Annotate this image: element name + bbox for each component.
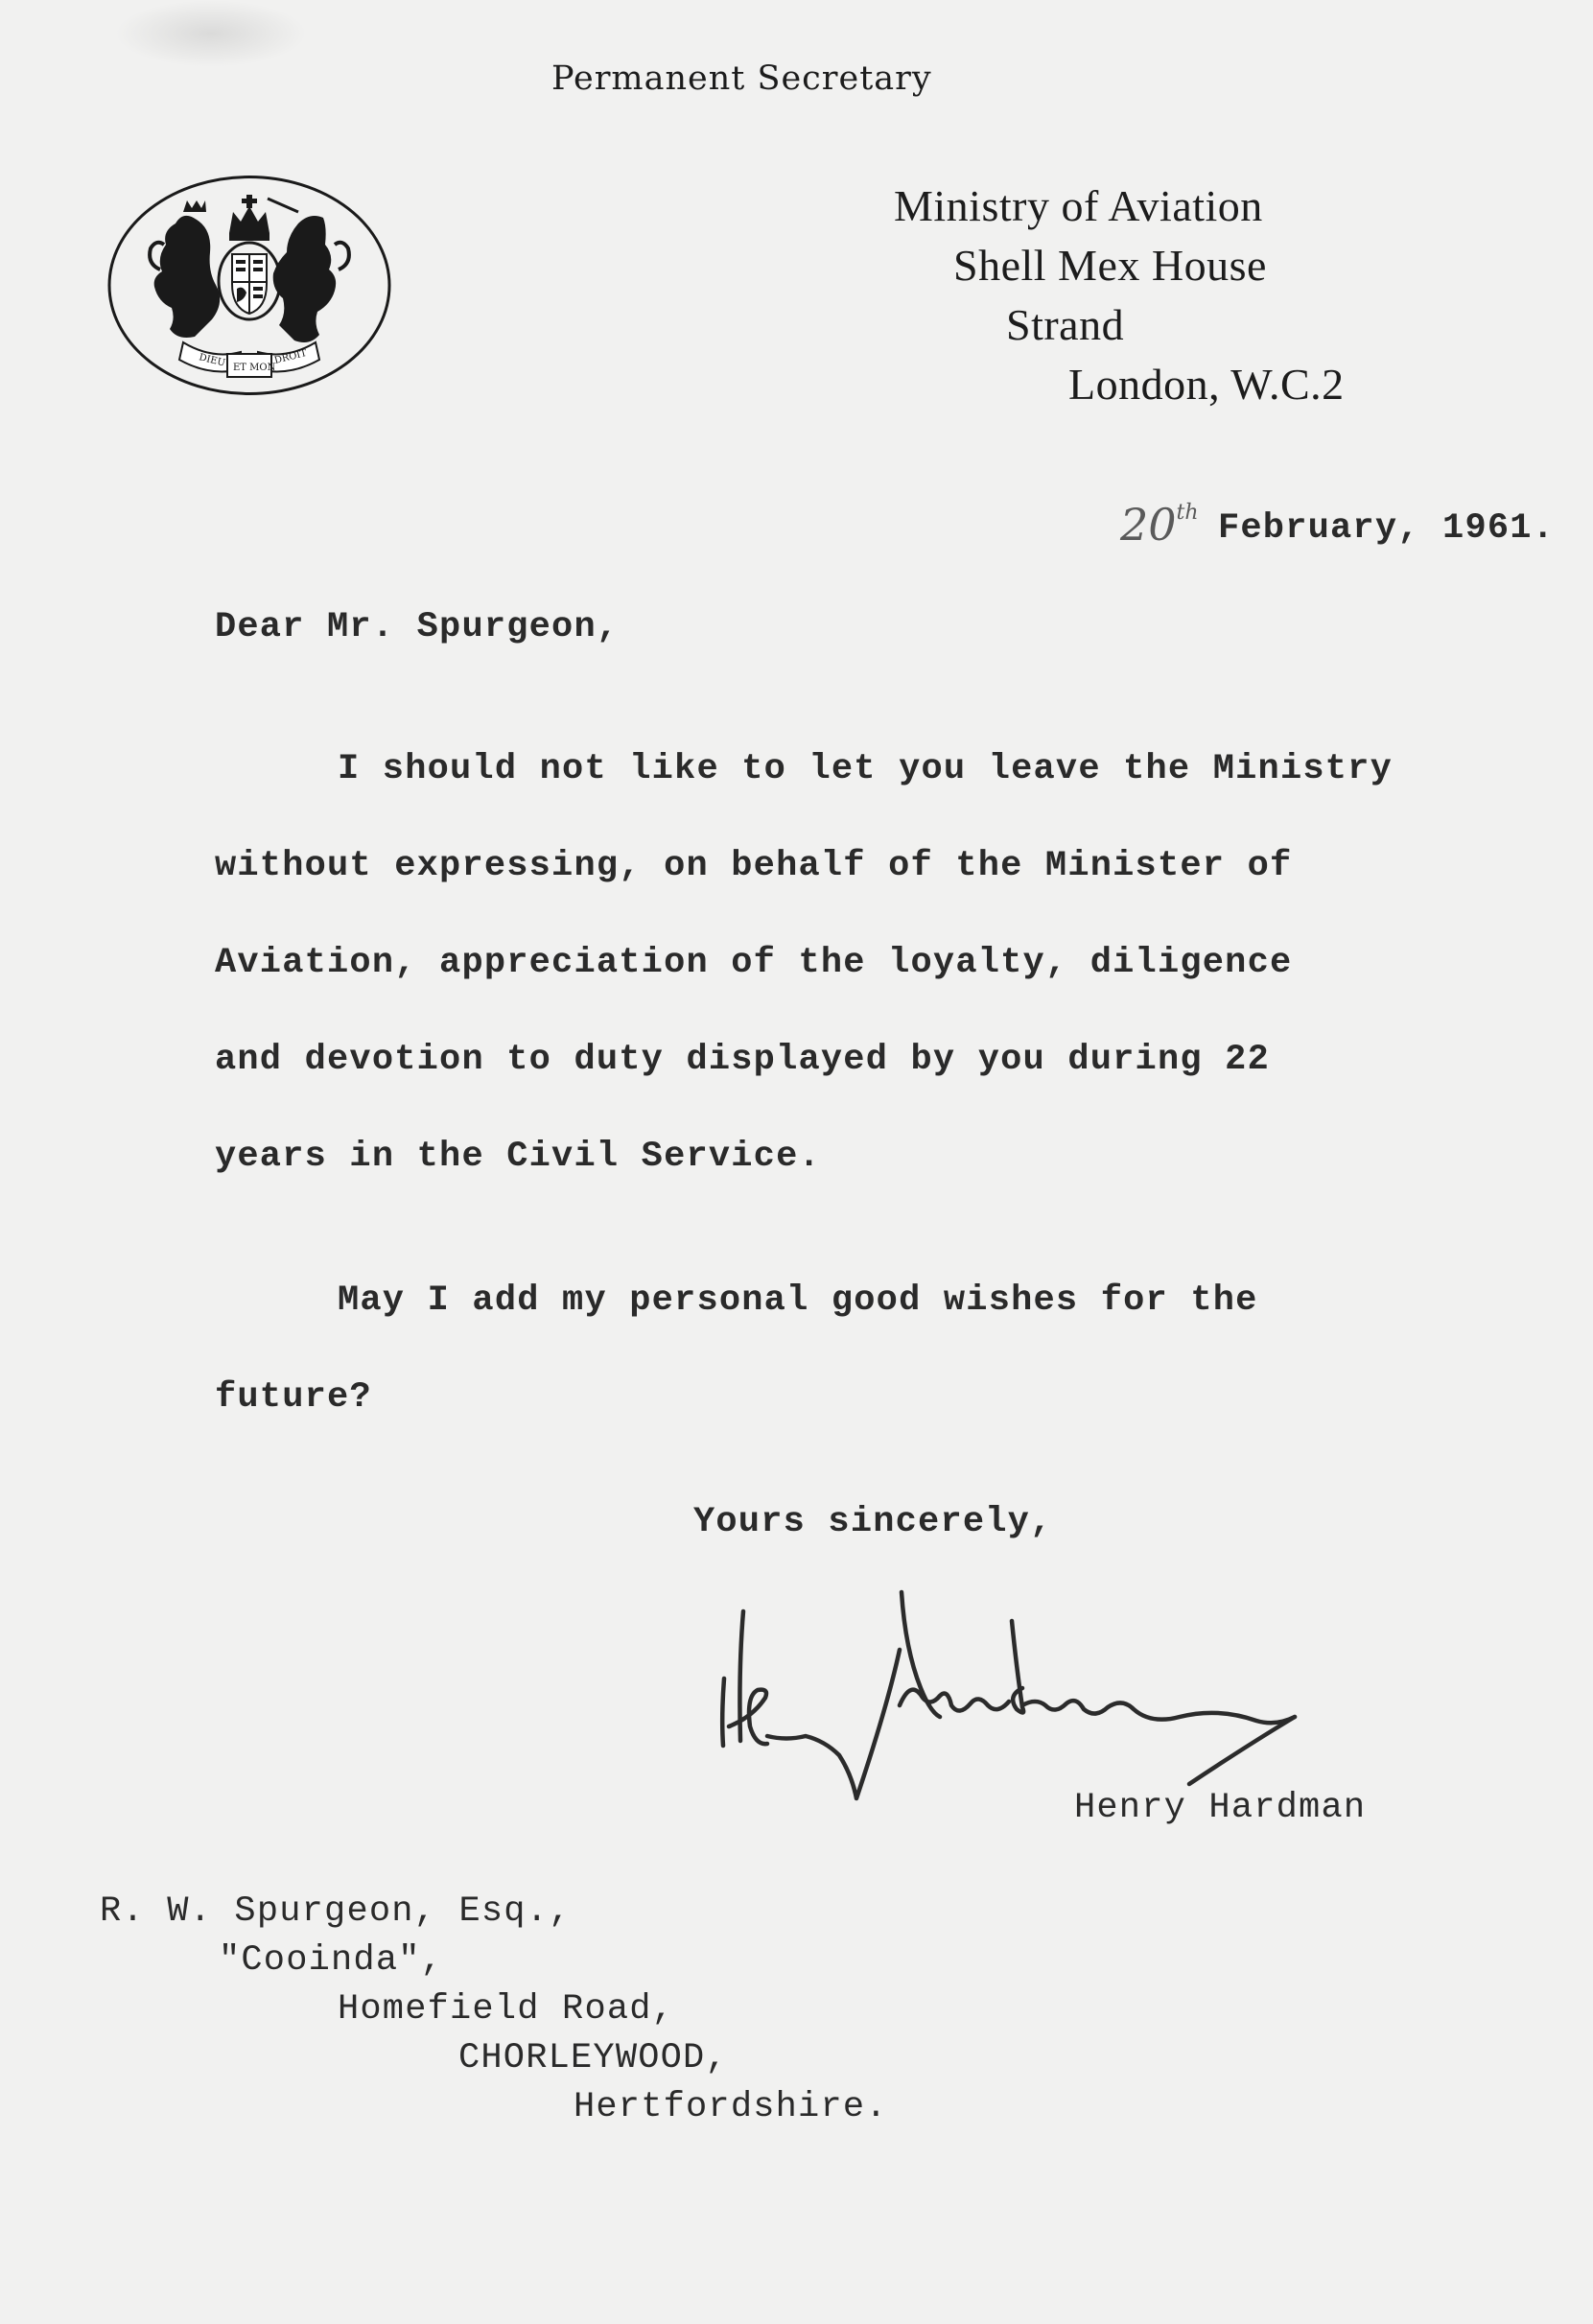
body-paragraph-1-line-2: without expressing, on behalf of the Minister of: [215, 846, 1293, 886]
letterhead-address-line-2: Shell Mex House: [953, 241, 1267, 290]
letterhead-address-line-3: Strand: [1006, 300, 1125, 349]
handwritten-signature: [700, 1583, 1593, 1803]
motto-et-mon: ET MON: [233, 363, 276, 373]
letterhead-address-line-4: London, W.C.2: [1068, 360, 1345, 409]
handwritten-date-day: 20th: [1120, 499, 1199, 551]
handwritten-date-suffix: th: [1176, 501, 1199, 525]
closing: Yours sincerely,: [693, 1502, 1053, 1542]
recipient-line-2: "Cooinda",: [219, 1940, 444, 1981]
typed-date: February, 1961.: [1218, 508, 1556, 549]
royal-coat-of-arms-icon: [106, 174, 392, 397]
recipient-line-3: Homefield Road,: [338, 1989, 675, 2030]
recipient-line-5: Hertfordshire.: [574, 2087, 888, 2127]
typed-signatory-name: Henry Hardman: [1074, 1788, 1367, 1828]
body-paragraph-1-line-3: Aviation, appreciation of the loyalty, diligence: [215, 943, 1293, 983]
recipient-line-1: R. W. Spurgeon, Esq.,: [100, 1891, 572, 1932]
body-paragraph-1-line-5: years in the Civil Service.: [215, 1137, 821, 1177]
salutation: Dear Mr. Spurgeon,: [215, 607, 620, 647]
body-paragraph-1-line-4: and devotion to duty displayed by you during 22: [215, 1040, 1270, 1080]
recipient-line-4: CHORLEYWOOD,: [458, 2038, 728, 2078]
paper-stain: [115, 0, 307, 67]
body-paragraph-1-line-1: I should not like to let you leave the Ministry: [338, 749, 1393, 789]
letterhead-address-line-1: Ministry of Aviation: [894, 181, 1263, 230]
body-paragraph-2-line-1: May I add my personal good wishes for the: [338, 1280, 1258, 1321]
motto-droit: DROIT: [273, 347, 309, 366]
body-paragraph-2-line-2: future?: [215, 1377, 372, 1418]
motto-dieu: DIEU: [198, 352, 226, 369]
office-title: Permanent Secretary: [551, 59, 932, 98]
